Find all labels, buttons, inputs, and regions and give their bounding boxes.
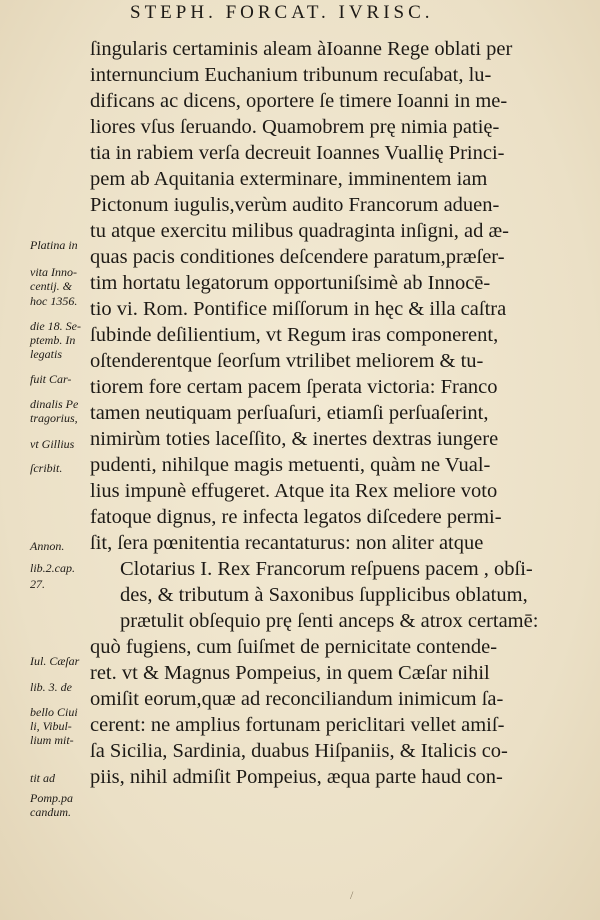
text-line: Clotarius I. Rex Francorum reſpuens pacem , obſi- <box>120 558 533 580</box>
text-line: quò fugiens, cum ſuiſmet de pernicitate contende- <box>90 636 498 658</box>
text-line: tim hortatu legatorum opportuniſsimè ab Innocē- <box>90 272 491 294</box>
margin-note: centij. & <box>30 279 72 293</box>
text-line: ſa Sicilia, Sardinia, duabus Hiſpaniis, & Italicis co- <box>90 740 508 762</box>
page-edge-mark: / <box>350 888 354 902</box>
margin-note: Annon. <box>30 539 65 553</box>
margin-note: lib.2.cap. <box>30 561 75 575</box>
running-head: STEPH. FORCAT. IVRISC. <box>130 2 434 23</box>
text-line: ſubinde deſilientium, vt Regum iras componerent, <box>90 324 499 346</box>
margin-note: ſcribit. <box>30 461 63 475</box>
margin-note: vita Inno- <box>30 265 77 279</box>
text-line: dificans ac dicens, oportere ſe timere Ioanni in me- <box>90 90 508 112</box>
margin-note: li, Vibul- <box>30 719 72 733</box>
text-line: liores vſus ſeruando. Quamobrem prę nimia patię- <box>90 116 500 138</box>
text-line: tiorem fore certam pacem ſperata victoria: Franco <box>90 376 498 398</box>
margin-note: lium mit- <box>30 733 74 747</box>
text-line: tamen neutiquam perſuaſuri, etiamſi perſuaſerint, <box>90 402 489 424</box>
margin-note: die 18. Se- <box>30 319 81 333</box>
text-line: piis, nihil admiſit Pompeius, æqua parte haud con- <box>90 766 503 788</box>
margin-note: Platina in <box>30 238 78 252</box>
text-line: ret. vt & Magnus Pompeius, in quem Cæſar nihil <box>90 662 490 684</box>
text-line: pem ab Aquitania exterminare, imminentem iam <box>90 168 488 190</box>
margin-note: legatis <box>30 347 62 361</box>
margin-note: candum. <box>30 805 71 819</box>
margin-note: tragorius, <box>30 411 78 425</box>
text-line: des, & tributum à Saxonibus ſupplicibus oblatum, <box>120 584 528 606</box>
text-line: oſtenderentque ſeorſum vtrilibet meliorem & tu- <box>90 350 484 372</box>
margin-note: bello Ciui <box>30 705 78 719</box>
text-line: omiſit eorum,quæ ad reconciliandum inimicum ſa- <box>90 688 504 710</box>
text-line: ſit, ſera pœnitentia recantaturus: non aliter atque <box>90 532 484 554</box>
margin-note: hoc 1356. <box>30 294 78 308</box>
text-line: Pictonum iugulis,verùm audito Francorum aduen- <box>90 194 500 216</box>
text-line: quas pacis conditiones deſcendere paratum,præſer- <box>90 246 505 268</box>
margin-note: Pomp.pa <box>30 791 73 805</box>
margin-note: ptemb. In <box>30 333 76 347</box>
margin-note: fuit Car- <box>30 372 72 386</box>
marginal-notes <box>0 0 90 920</box>
text-line: cerent: ne amplius fortunam periclitari vellet amiſ- <box>90 714 505 736</box>
margin-note: lib. 3. de <box>30 680 72 694</box>
text-line: pudenti, nihilque magis metuenti, quàm ne Vual- <box>90 454 491 476</box>
margin-note: Iul. Cæſar <box>30 654 80 668</box>
margin-note: vt Gillius <box>30 437 75 451</box>
margin-note: tit ad <box>30 771 56 785</box>
text-line: tia in rabiem verſa decreuit Ioannes Vuallię Princi- <box>90 142 505 164</box>
text-line: tu atque exercitu milibus quadraginta inſigni, ad æ- <box>90 220 510 242</box>
margin-note: 27. <box>30 577 45 591</box>
text-line: fatoque dignus, re infecta legatos diſcedere permi- <box>90 506 502 528</box>
text-line: lius impunè effugeret. Atque ita Rex meliore voto <box>90 480 498 502</box>
margin-note: dinalis Pe <box>30 397 79 411</box>
text-line: prætulit obſequio prę ſenti anceps & atrox certamē: <box>120 610 539 632</box>
text-line: ſingularis certaminis aleam àIoanne Rege oblati per <box>90 38 513 60</box>
text-line: internuncium Euchanium tribunum recuſabat, lu- <box>90 64 492 86</box>
text-line: tio vi. Rom. Pontifice miſſorum in hęc & illa caſtra <box>90 298 507 320</box>
text-line: nimirùm toties laceſſito, & inertes dextras iungere <box>90 428 499 450</box>
